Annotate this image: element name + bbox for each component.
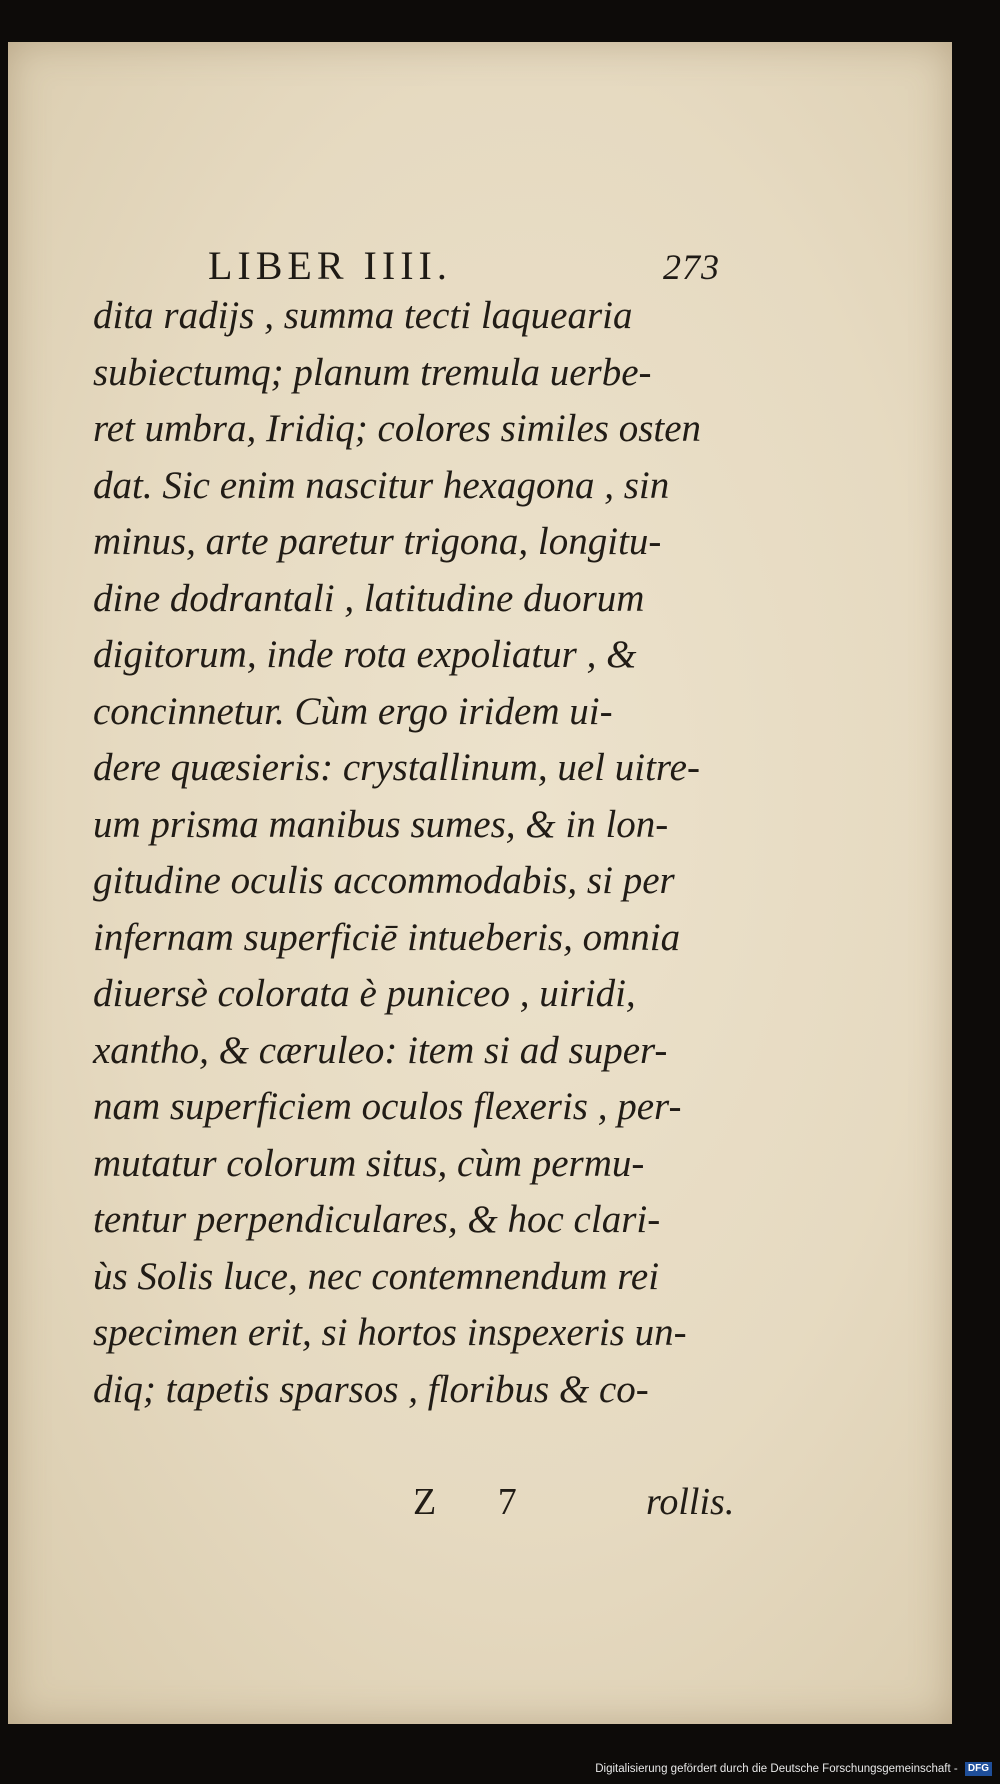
text-line: ùs Solis luce, nec contemnendum rei — [93, 1254, 660, 1298]
text-line: subiectumq; planum tremula uerbe- — [93, 350, 652, 394]
text-line: infernam superficiē intueberis, omnia — [93, 915, 681, 959]
text-line: minus, arte paretur trigona, longitu- — [93, 520, 662, 563]
credit-text: Digitalisierung gefördert durch die Deutsche Forschungsgemeinschaft - — [595, 1763, 958, 1776]
text-line: gitudine oculis accommodabis, si per — [93, 859, 675, 902]
text-line: dita radijs , summa tecti laquearia — [93, 294, 633, 337]
text-line: nam superficiem oculos flexeris , per- — [93, 1085, 682, 1128]
text-line: diuersè colorata è puniceo , uiridi, — [93, 972, 636, 1015]
book-page — [8, 42, 952, 1724]
text-line: digitorum, inde rota expoliatur , & — [93, 633, 637, 676]
digitization-credit — [595, 1762, 992, 1780]
text-line: xantho, & cæruleo: item si ad super- — [93, 1028, 668, 1072]
page-number: 273 — [663, 247, 720, 287]
text-line: diq; tapetis sparsos , floribus & co- — [93, 1367, 649, 1411]
text-line: mutatur colorum situs, cùm permu- — [93, 1141, 645, 1185]
running-head: LIBER IIII. — [208, 243, 452, 288]
dfg-logo: DFG — [965, 1762, 992, 1776]
catchline — [8, 1480, 952, 1530]
body-text — [93, 288, 771, 1418]
text-line: dere quæsieris: crystallinum, uel uitre- — [93, 746, 700, 789]
signature-mark: Z 7 — [413, 1481, 543, 1523]
text-line: dine dodrantali , latitudine duorum — [93, 576, 645, 620]
text-line: dat. Sic enim nascitur hexagona , sin — [93, 463, 670, 507]
text-line: ret umbra, Iridiq; colores similes osten — [93, 407, 702, 450]
page-header — [8, 242, 952, 288]
text-line: specimen erit, si hortos inspexeris un- — [93, 1311, 687, 1354]
text-line: um prisma manibus sumes, & in lon- — [93, 802, 669, 846]
text-line: tentur perpendiculares, & hoc clari- — [93, 1198, 661, 1241]
catchword: rollis. — [646, 1481, 735, 1523]
text-line: concinnetur. Cùm ergo iridem ui- — [93, 689, 613, 733]
